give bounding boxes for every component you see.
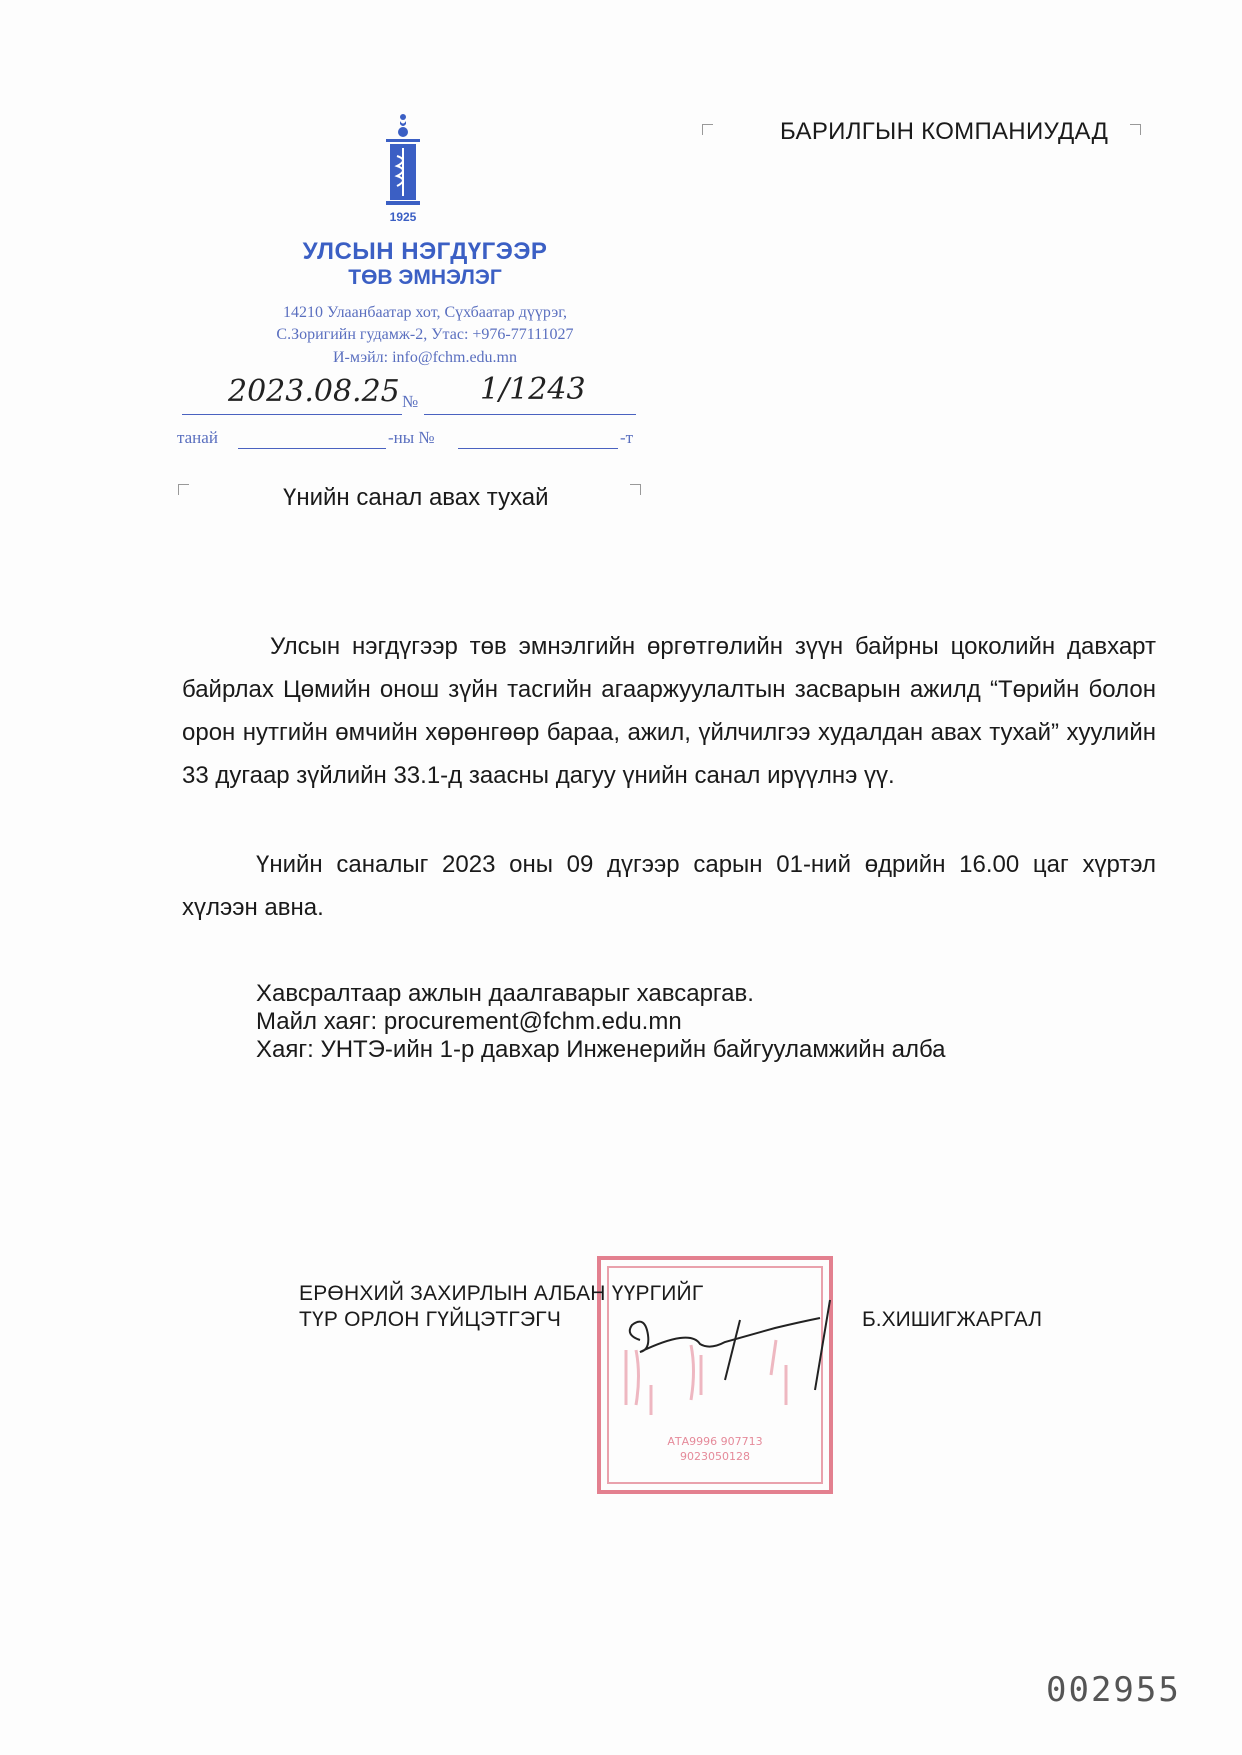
yours-end-label: -т xyxy=(620,428,634,447)
handwritten-signature-icon xyxy=(600,1280,860,1400)
subject-line: Үнийн санал авах тухай xyxy=(283,484,549,511)
organization-name-line2: ТӨВ ЭМНЭЛЭГ xyxy=(348,266,502,289)
date-underline xyxy=(182,414,402,415)
attachment-note: Хавсралтаар ажлын даалгаварыг хавсаргав. xyxy=(256,980,754,1007)
organization-name-line1: УЛСЫН НЭГДҮГЭЭР xyxy=(302,238,548,265)
handwritten-date: 2023.08.25 xyxy=(228,374,400,409)
document-serial-number: 002955 xyxy=(1046,1670,1181,1710)
stamp-code-line2: 9023050128 xyxy=(680,1450,750,1463)
corner-mark xyxy=(1130,124,1141,135)
number-label: № xyxy=(402,392,419,411)
yours-number-underline xyxy=(458,448,618,449)
address-line1: 14210 Улаанбаатар хот, Сүхбаатар дүүрэг, xyxy=(283,304,567,321)
corner-mark xyxy=(630,484,641,495)
stamp-code-line1: АТА9996 907713 xyxy=(667,1435,763,1448)
soyombo-medical-emblem-icon xyxy=(380,112,426,207)
recipient: БАРИЛГЫН КОМПАНИУДАД xyxy=(780,118,1109,145)
handwritten-number: 1/1243 xyxy=(480,372,586,407)
yours-date-underline xyxy=(238,448,386,449)
number-underline xyxy=(424,414,636,415)
body-paragraph-1: Улсын нэгдүгээр төв эмнэлгийн өргөтгөлийн зүүн байрны цоколийн давхарт байрлах Цөмийн онош зүйн тасгийн агааржуулалтын засварын ажилд “Төрийн болон орон нутгийн өмчийн хөрөнгөөр бараа, ажил, үйлчилгээ худалдан авах тухай” хуулийн 33 дугаар зүйлийн 33.1-д заасны дагуу үнийн санал ирүүлнэ үү. xyxy=(182,633,1156,789)
email-line: И-мэйл: info@fchm.edu.mn xyxy=(333,349,517,366)
founding-year: 1925 xyxy=(389,210,417,224)
signatory-title-line2: ТҮР ОРЛОН ГҮЙЦЭТГЭГЧ xyxy=(299,1308,562,1331)
contact-address: Хаяг: УНТЭ-ийн 1-р давхар Инженерийн байгууламжийн алба xyxy=(256,1036,946,1063)
corner-mark xyxy=(702,124,713,135)
address-line2: С.Зоригийн гудамж-2, Утас: +976-77111027 xyxy=(276,326,574,343)
yours-number-label: -ны № xyxy=(388,428,435,447)
signer-name: Б.ХИШИГЖАРГАЛ xyxy=(862,1308,1043,1331)
body-paragraph-2: Үнийн саналыг 2023 оны 09 дүгээр сарын 01-ний өдрийн 16.00 цаг хүртэл хүлээн авна. xyxy=(182,851,1156,921)
yours-label: танай xyxy=(177,428,218,447)
corner-mark xyxy=(178,484,189,495)
contact-email: Майл хаяг: procurement@fchm.edu.mn xyxy=(256,1008,682,1035)
signatory-title-line1: ЕРӨНХИЙ ЗАХИРЛЫН АЛБАН ҮҮРГИЙГ xyxy=(299,1282,704,1305)
